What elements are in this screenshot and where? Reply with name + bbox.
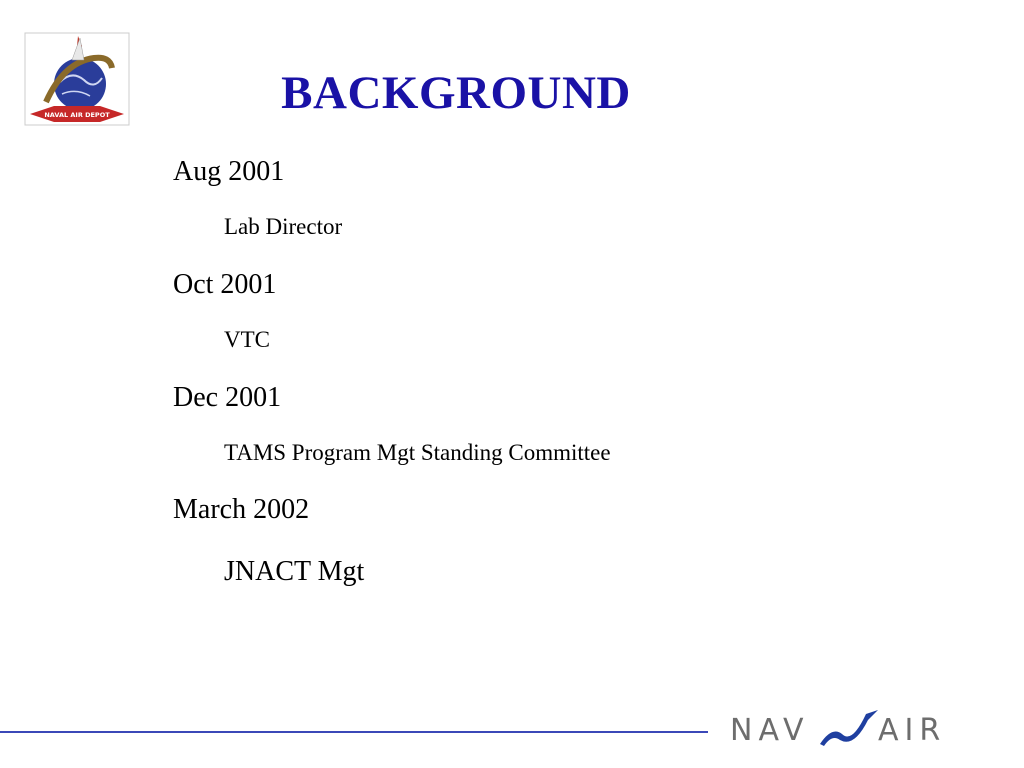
timeline-date: March 2002 <box>173 494 310 525</box>
timeline-date: Dec 2001 <box>173 382 282 413</box>
timeline-item: VTC <box>224 327 270 352</box>
navair-swoosh-icon <box>820 710 878 746</box>
timeline-date: Oct 2001 <box>173 269 277 300</box>
navair-brand-left: NAV <box>730 713 810 748</box>
timeline-item: TAMS Program Mgt Standing Committee <box>224 440 611 465</box>
slide-title: BACKGROUND <box>281 67 631 119</box>
timeline-item: Lab Director <box>224 214 343 239</box>
navair-logo <box>728 704 968 752</box>
footer-divider <box>0 731 708 733</box>
timeline-item: JNACT Mgt <box>224 556 365 587</box>
logo-text: NAVAL AIR DEPOT <box>44 111 110 119</box>
timeline-date: Aug 2001 <box>173 156 285 187</box>
navair-brand-right: AIR <box>878 713 947 748</box>
